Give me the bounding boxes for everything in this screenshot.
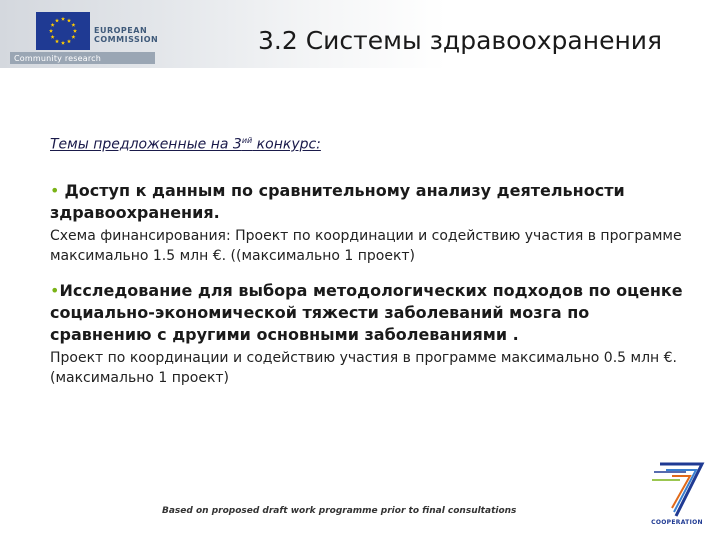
list-item [50, 180, 690, 266]
eu-flag-icon [36, 12, 90, 50]
subtitle-text-after: конкурс: [252, 136, 321, 153]
ec-line2: COMMISSION [94, 35, 159, 44]
subtitle [50, 136, 321, 153]
bullet-heading-text: Доступ к данным по сравнительному анализу деятельности здравоохранения. [50, 181, 625, 222]
ec-wordmark [94, 26, 158, 44]
fp7-label: COOPERATION [651, 519, 703, 526]
page-title: 3.2 Системы здравоохранения [258, 26, 663, 55]
bullet-heading [50, 180, 690, 224]
bullet-heading [50, 280, 690, 346]
subtitle-superscript: ий [241, 136, 253, 145]
bullet-detail: Проект по координации и содействию участия в программе максимально 0.5 млн €. (максимально 1 проект) [50, 350, 677, 386]
bullet-icon: • [50, 281, 60, 300]
bullet-icon: • [50, 181, 65, 200]
bullet-heading-text: Исследование для выбора методологических подходов по оценке социально-экономической тяжести заболеваний мозга по сравнению с другими основными заболеваниями . [50, 281, 683, 344]
european-commission-logo [10, 8, 159, 63]
community-research-label: Community research [14, 54, 102, 63]
subtitle-text-before: Темы предложенные на 3 [50, 136, 242, 153]
list-item [50, 280, 690, 388]
footer-note: Based on proposed draft work programme prior to final consultations [162, 506, 517, 516]
ec-line1: EUROPEAN [94, 26, 148, 35]
bullet-detail: Схема финансирования: Проект по координации и содействию участия в программе максимально 1.5 млн €. ((максимально 1 проект) [50, 228, 682, 264]
